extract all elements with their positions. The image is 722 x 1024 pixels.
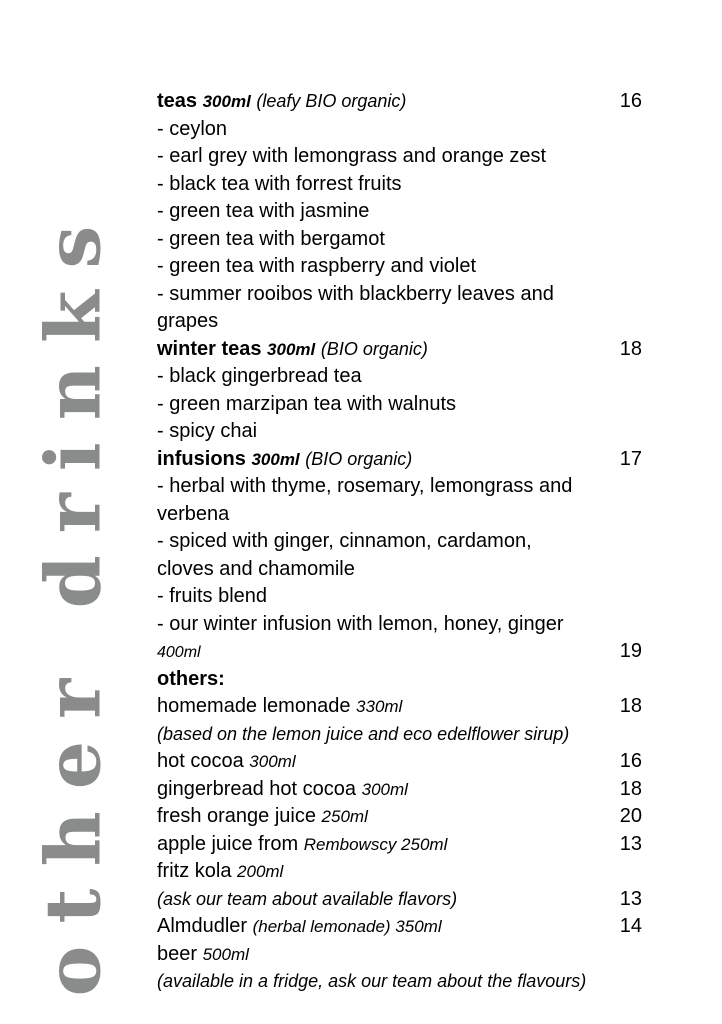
volume-label: 300ml	[267, 339, 316, 359]
price: 16	[619, 750, 642, 772]
price: 18	[619, 695, 642, 717]
menu-item-orange-juice	[157, 803, 642, 831]
item-name: fritz kola	[157, 860, 232, 882]
list-item: grapes	[157, 310, 219, 332]
list-item	[157, 638, 642, 666]
section-title: others:	[157, 667, 225, 690]
volume-label: 330ml	[356, 697, 403, 716]
section-title: winter teas	[157, 337, 262, 360]
item-name: gingerbread hot cocoa	[157, 777, 357, 800]
section-note: (BIO organic)	[305, 448, 413, 469]
volume-label: 300ml	[361, 779, 408, 799]
item-note: (ask our team about available flavors) 13	[157, 886, 642, 914]
menu-item-gingerbread-cocoa	[157, 776, 642, 804]
volume-label: Rembowscy 250ml	[303, 834, 448, 854]
volume-label: 500ml	[202, 944, 249, 964]
price: 16	[619, 90, 642, 112]
item-note: (available in a fridge, ask our team about the flavours)	[157, 971, 587, 991]
list-item: - ceylon	[157, 117, 228, 140]
price: 20	[619, 805, 642, 827]
list-item: cloves and chamomile	[157, 557, 355, 580]
list-item: - green tea with raspberry and violet	[157, 255, 477, 277]
list-item: - herbal with thyme, rosemary, lemongrass and	[157, 475, 573, 497]
menu-item-almdudler	[157, 913, 642, 941]
price: 13	[619, 832, 642, 855]
list-item: - green tea with bergamot	[157, 227, 385, 250]
vertical-title	[8, 0, 138, 1024]
menu-item-hot-cocoa	[157, 748, 642, 776]
list-item: - black gingerbread tea	[157, 365, 362, 387]
drinks-menu	[157, 88, 642, 996]
list-item: - spicy chai	[157, 420, 258, 442]
menu-item-fritz-kola	[157, 858, 642, 886]
price: 14	[619, 915, 642, 937]
list-item: - our winter infusion with lemon, honey, ginger	[157, 612, 564, 635]
list-item: - black tea with forrest fruits	[157, 172, 402, 195]
volume-label: 300ml	[251, 449, 300, 469]
volume-label: 300ml	[202, 92, 251, 111]
price: 19	[619, 640, 642, 662]
menu-item-lemonade	[157, 693, 642, 721]
volume-label: 200ml	[237, 862, 284, 881]
item-name: hot cocoa	[157, 750, 244, 772]
item-name: Almdudler	[157, 915, 248, 937]
menu-item-apple-juice	[157, 831, 642, 859]
list-item: verbena	[157, 502, 230, 525]
list-item: - earl grey with lemongrass and orange zest	[157, 145, 547, 167]
list-item: - green tea with jasmine	[157, 200, 370, 222]
item-name: apple juice from	[157, 832, 299, 855]
item-note: (based on the lemon juice and eco edelflower sirup)	[157, 723, 570, 744]
list-item: - fruits blend	[157, 585, 268, 607]
list-item: - spiced with ginger, cinnamon, cardamon,	[157, 530, 532, 552]
item-name: homemade lemonade	[157, 695, 351, 717]
section-header-teas	[157, 88, 642, 116]
volume-label: 300ml	[249, 752, 296, 771]
menu-item-beer	[157, 941, 642, 969]
volume-label: (herbal lemonade) 350ml	[252, 917, 442, 936]
section-note: (leafy BIO organic)	[256, 91, 407, 111]
price: 17	[619, 447, 642, 470]
price: 13	[619, 887, 642, 910]
volume-label: 250ml	[321, 807, 368, 826]
section-header-infusions	[157, 446, 642, 474]
section-title: teas	[157, 90, 198, 112]
item-name: beer	[157, 942, 198, 965]
page-title: other drinks	[28, 203, 118, 997]
section-header-winter-teas	[157, 336, 642, 364]
price: 18	[619, 777, 642, 800]
item-name: fresh orange juice	[157, 805, 316, 827]
section-note: (BIO organic)	[320, 338, 428, 359]
list-item: - summer rooibos with blackberry leaves and	[157, 282, 554, 305]
price: 18	[619, 337, 642, 360]
list-item: - green marzipan tea with walnuts	[157, 392, 457, 415]
section-title: infusions	[157, 447, 246, 470]
section-header-others	[157, 666, 642, 694]
volume-label: 400ml	[157, 644, 201, 661]
